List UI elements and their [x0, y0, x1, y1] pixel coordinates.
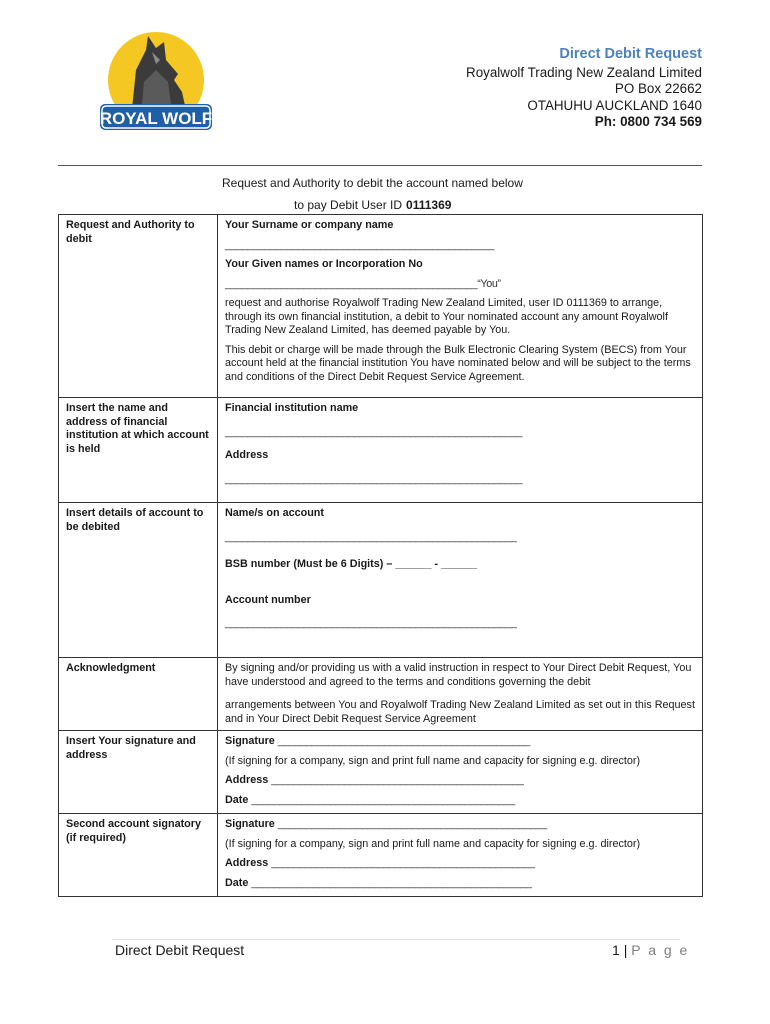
acknowledgment-paragraph-1: By signing and/or providing us with a valid instruction in respect to Your Direct Debit Request, You have understood and agreed to the terms and conditions governing the debit [225, 662, 692, 688]
address-row[interactable] [225, 774, 696, 788]
page-separator: | [623, 942, 628, 958]
institution-address-field[interactable]: _____________________________________________________ [225, 472, 523, 485]
section-signature [59, 731, 703, 814]
phone-number: Ph: 0800 734 569 [594, 114, 702, 129]
footer-divider [112, 939, 680, 940]
footer-title: Direct Debit Request [115, 942, 245, 958]
second-signature-row[interactable] [225, 818, 696, 832]
second-address-row[interactable] [225, 857, 696, 871]
section-label: Second account signatory (if required) [59, 814, 218, 897]
intro-line-2 [294, 198, 451, 212]
date-field[interactable]: _______________________________________________ [251, 793, 515, 806]
section-content [218, 503, 703, 658]
signature-note: (If signing for a company, sign and print full name and capacity for signing e.g. director) [225, 754, 641, 767]
page-number: 1 [612, 942, 620, 958]
page-word: P a g e [631, 942, 690, 958]
section-content [218, 215, 703, 398]
intro-pay-text: to pay Debit User ID [294, 198, 403, 212]
second-signature-note: (If signing for a company, sign and print full name and capacity for signing e.g. director) [225, 837, 641, 850]
section-institution [59, 398, 703, 503]
second-date-row[interactable] [225, 877, 696, 891]
date-label: Date [225, 793, 249, 806]
section-label: Insert Your signature and address [59, 731, 218, 814]
bsb-field[interactable]: BSB number (Must be 6 Digits) – ______ - ______ [225, 558, 478, 570]
account-names-label: Name/s on account [225, 507, 324, 519]
given-names-field[interactable]: _____________________________________________“You” [225, 277, 501, 290]
date-label: Date [225, 876, 249, 889]
account-names-field[interactable]: ____________________________________________________ [225, 530, 517, 543]
section-acknowledgment [59, 658, 703, 731]
letterhead [466, 46, 702, 131]
document-title: Direct Debit Request [559, 46, 702, 62]
second-address-field[interactable]: _______________________________________________ [271, 857, 535, 869]
institution-address-label: Address [225, 449, 269, 461]
signature-row[interactable] [225, 735, 696, 749]
address-label: Address [225, 774, 269, 786]
second-signature-field[interactable]: ________________________________________________ [277, 818, 547, 830]
signature-field[interactable]: _____________________________________________ [277, 735, 531, 747]
acknowledgment-paragraph-2: arrangements between You and Royalwolf Trading New Zealand Limited as set out in this Request and in Your Direct Debit Request Service Agreement [225, 699, 695, 725]
section-content [218, 814, 703, 897]
second-date-field[interactable]: __________________________________________________ [251, 876, 532, 889]
section-label: Insert the name and address of financial institution at which account is held [59, 398, 218, 503]
debit-user-id: 0111369 [406, 198, 452, 212]
company-name: Royalwolf Trading New Zealand Limited [466, 64, 702, 80]
po-box: PO Box 22662 [614, 81, 702, 96]
intro-line-1: Request and Authority to debit the account named below [222, 176, 523, 190]
section-label: Acknowledgment [59, 658, 218, 731]
city: OTAHUHU AUCKLAND 1640 [527, 97, 702, 113]
authority-paragraph: request and authorise Royalwolf Trading New Zealand Limited, user ID 0111369 to arrange, through its own financial institution, a debit to Your nominated account any amount Royalwolf Trading New Zealand Limited, has deemed payable by You. [225, 297, 668, 336]
date-row[interactable] [225, 794, 696, 808]
section-content [218, 658, 703, 731]
signature-label: Signature [225, 818, 275, 830]
section-content [218, 731, 703, 814]
section-content [218, 398, 703, 503]
signature-label: Signature [225, 735, 275, 747]
surname-label: Your Surname or company name [225, 219, 394, 231]
address-field[interactable]: _____________________________________________ [271, 774, 524, 786]
surname-field[interactable]: ________________________________________________ [225, 238, 495, 251]
header-divider [58, 165, 702, 166]
section-second-signatory [59, 814, 703, 897]
page-indicator [612, 942, 689, 958]
given-names-label: Your Given names or Incorporation No [225, 258, 423, 270]
debit-form-table [58, 214, 703, 897]
institution-name-field[interactable]: _____________________________________________________ [225, 425, 523, 438]
royal-wolf-logo [100, 30, 212, 142]
section-label: Request and Authority to debit [59, 215, 218, 398]
section-label: Insert details of account to be debited [59, 503, 218, 658]
institution-name-label: Financial institution name [225, 402, 359, 414]
section-account [59, 503, 703, 658]
logo-wordmark: ROYAL WOLF [100, 109, 212, 128]
account-number-label: Account number [225, 593, 311, 606]
account-number-field[interactable]: ____________________________________________________ [225, 617, 517, 629]
section-authority [59, 215, 703, 398]
address-label: Address [225, 857, 269, 869]
becs-paragraph: This debit or charge will be made through the Bulk Electronic Clearing System (BECS) from Your account held at the financial institution You have nominated below and will be subject to the terms and conditions of the Direct Debit Request Service Agreement. [225, 343, 691, 383]
